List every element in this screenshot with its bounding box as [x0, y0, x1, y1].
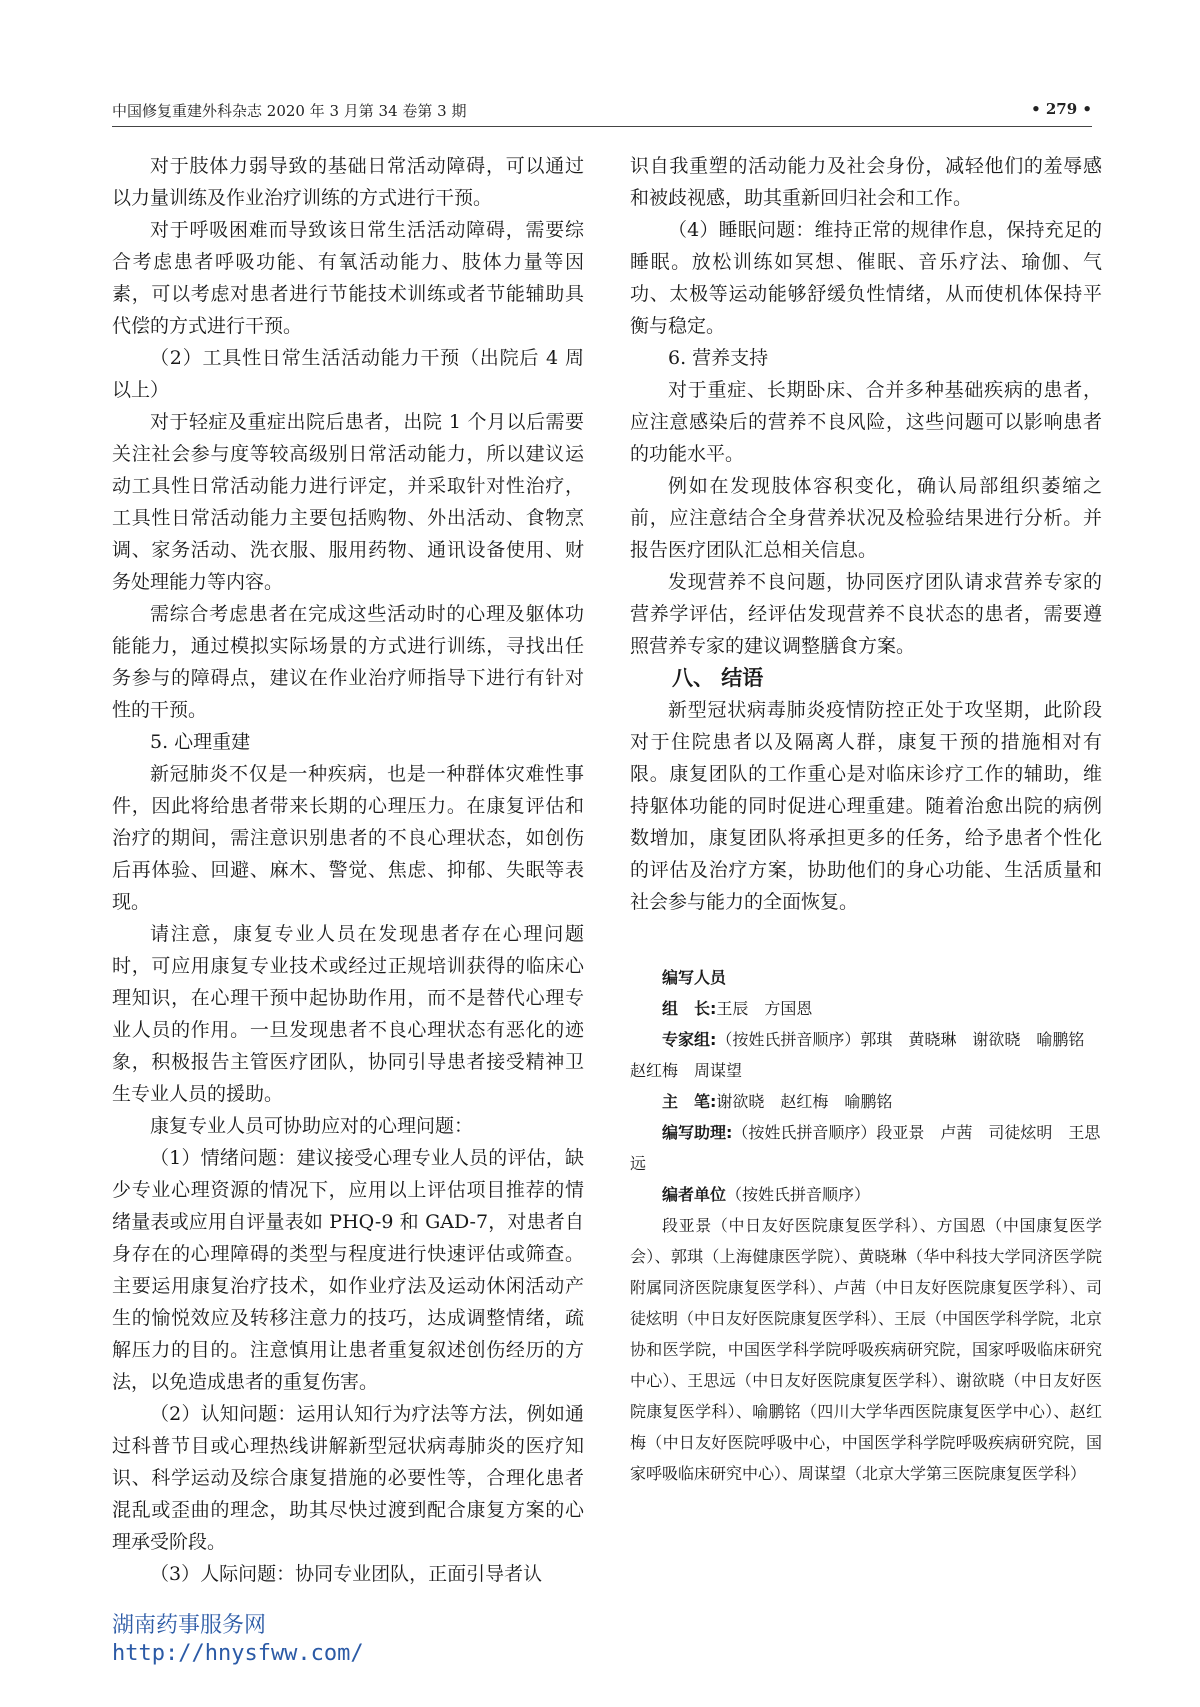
- assistants-label: 编写助理:: [662, 1123, 733, 1142]
- paragraph: 需综合考虑患者在完成这些活动时的心理及躯体功能能力，通过模拟实际场景的方式进行训练，寻找出任务参与的障碍点，建议在作业治疗师指导下进行有针对性的干预。: [112, 603, 584, 721]
- paragraph: 康复专业人员可协助应对的心理问题：: [150, 1115, 474, 1137]
- credits-experts: [630, 1024, 1102, 1086]
- paragraph: 请注意，康复专业人员在发现患者存在心理问题时，可应用康复专业技术或经过正规培训获得的临床心理知识，在心理干预中起协助作用，而不是替代心理专业人员的作用。一旦发现患者不良心理状态有恶化的迹象，积极报告主管医疗团队，协同引导患者接受精神卫生专业人员的援助。: [112, 923, 584, 1105]
- subheading: （2）工具性日常生活活动能力干预（出院后 4 周以上）: [112, 347, 584, 401]
- paragraph: 对于轻症及重症出院后患者，出院 1 个月以后需要关注社会参与度等较高级别日常活动能力，所以建议运动工具性日常活动能力进行评定，并采取针对性治疗，工具性日常活动能力主要包括购物、外出活动、食物烹调、家务活动、洗衣服、服用药物、通讯设备使用、财务处理能力等内容。: [112, 411, 584, 593]
- paragraph: 发现营养不良问题，协同医疗团队请求营养专家的营养学评估，经评估发现营养不良状态的患者，需要遵照营养专家的建议调整膳食方案。: [630, 571, 1102, 657]
- credits-leader: [630, 993, 1102, 1024]
- section-heading: 6. 营养支持: [668, 347, 769, 369]
- right-column: [630, 150, 1102, 1489]
- paragraph: 对于重症、长期卧床、合并多种基础疾病的患者，应注意感染后的营养不良风险，这些问题可以影响患者的功能水平。: [630, 379, 1102, 465]
- leader-label: 组 长:: [662, 999, 717, 1018]
- watermark-name: 湖南药事服务网: [112, 1613, 267, 1638]
- credits-title: 编写人员: [662, 968, 727, 987]
- experts-label: 专家组:: [662, 1030, 717, 1049]
- paragraph: 对于肢体力弱导致的基础日常活动障碍，可以通过以力量训练及作业治疗训练的方式进行干预。: [112, 155, 584, 209]
- conclusion-heading: 八、 结语: [672, 666, 764, 690]
- header-divider: [112, 126, 1092, 127]
- paragraph-continued: 识自我重塑的活动能力及社会身份，减轻他们的羞辱感和被歧视感，助其重新回归社会和工作。: [630, 155, 1102, 209]
- credits-assistants: [630, 1117, 1102, 1179]
- section-heading: 5. 心理重建: [150, 731, 251, 753]
- writers-names: 谢欲晓 赵红梅 喻鹏铭: [716, 1092, 893, 1111]
- paragraph: 例如在发现肢体容积变化，确认局部组织萎缩之前，应注意结合全身营养状况及检验结果进行分析。并报告医疗团队汇总相关信息。: [630, 475, 1102, 561]
- left-column: [112, 150, 584, 1590]
- assistants-names: （按姓氏拼音顺序）段亚景 卢茜 司徒炫明 王思远: [630, 1123, 1101, 1173]
- paragraph: （1）情绪问题：建议接受心理专业人员的评估，缺少专业心理资源的情况下，应用以上评估项目推荐的情绪量表或应用自评量表如 PHQ-9 和 GAD-7，对患者自身存在的心理障碍的类型与程度进行快速评估或筛查。主要运用康复治疗技术，如作业疗法及运动休闲活动产生的愉悦效应及转移注意力的技巧，达成调整情绪，疏解压力的目的。注意慎用让患者重复叙述创伤经历的方法，以免造成患者的重复伤害。: [112, 1147, 584, 1393]
- paragraph: 对于呼吸困难而导致该日常生活活动障碍，需要综合考虑患者呼吸功能、有氧活动能力、肢体力量等因素，可以考虑对患者进行节能技术训练或者节能辅助具代偿的方式进行干预。: [112, 219, 584, 337]
- paragraph: （4）睡眠问题：维持正常的规律作息，保持充足的睡眠。放松训练如冥想、催眠、音乐疗法、瑜伽、气功、太极等运动能够舒缓负性情绪，从而使机体保持平衡与稳定。: [630, 219, 1102, 337]
- writers-label: 主 笔:: [662, 1092, 717, 1111]
- watermark-url: http://hnysfww.com/: [112, 1641, 364, 1666]
- credits-units: 段亚景（中日友好医院康复医学科）、方国恩（中国康复医学会）、郭琪（上海健康医学院）、黄晓琳（华中科技大学同济医学院附属同济医院康复医学科）、卢茜（中日友好医院康复医学科）、司徒炫明（中日友好医院康复医学科）、王辰（中国医学科学院，北京协和医学院，中国医学科学院呼吸疾病研究院，国家呼吸临床研究中心）、王思远（中日友好医院康复医学科）、谢欲晓（中日友好医院康复医学科）、喻鹏铭（四川大学华西医院康复医学中心）、赵红梅（中日友好医院呼吸中心，中国医学科学院呼吸疾病研究院，国家呼吸临床研究中心）、周谋望（北京大学第三医院康复医学科）: [630, 1216, 1103, 1483]
- journal-info: 中国修复重建外科杂志 2020 年 3 月第 34 卷第 3 期: [112, 102, 467, 120]
- paragraph: 新冠肺炎不仅是一种疾病，也是一种群体灾难性事件，因此将给患者带来长期的心理压力。在康复评估和治疗的期间，需注意识别患者的不良心理状态，如创伤后再体验、回避、麻木、警觉、焦虑、抑郁、失眠等表现。: [112, 763, 584, 913]
- credits-block: [630, 962, 1102, 1489]
- watermark: [112, 1612, 364, 1668]
- units-note: （按姓氏拼音顺序）: [726, 1185, 871, 1204]
- page-number: • 279 •: [1031, 100, 1092, 118]
- units-label: 编者单位: [662, 1185, 727, 1204]
- page-header: [112, 100, 1092, 122]
- experts-names: （按姓氏拼音顺序）郭琪 黄晓琳 谢欲晓 喻鹏铭 赵红梅 周谋望: [630, 1030, 1101, 1080]
- credits-units-heading: [630, 1179, 1102, 1210]
- leader-names: 王辰 方国恩: [716, 999, 813, 1018]
- credits-writers: [630, 1086, 1102, 1117]
- paragraph: （2）认知问题：运用认知行为疗法等方法，例如通过科普节目或心理热线讲解新型冠状病毒肺炎的医疗知识、科学运动及综合康复措施的必要性等，合理化患者混乱或歪曲的理念，助其尽快过渡到配合康复方案的心理承受阶段。: [112, 1403, 584, 1553]
- paragraph: 新型冠状病毒肺炎疫情防控正处于攻坚期，此阶段对于住院患者以及隔离人群，康复干预的措施相对有限。康复团队的工作重心是对临床诊疗工作的辅助，维持躯体功能的同时促进心理重建。随着治愈出院的病例数增加，康复团队将承担更多的任务，给予患者个性化的评估及治疗方案，协助他们的身心功能、生活质量和社会参与能力的全面恢复。: [630, 699, 1102, 913]
- paragraph: （3）人际问题：协同专业团队，正面引导者认: [150, 1563, 543, 1585]
